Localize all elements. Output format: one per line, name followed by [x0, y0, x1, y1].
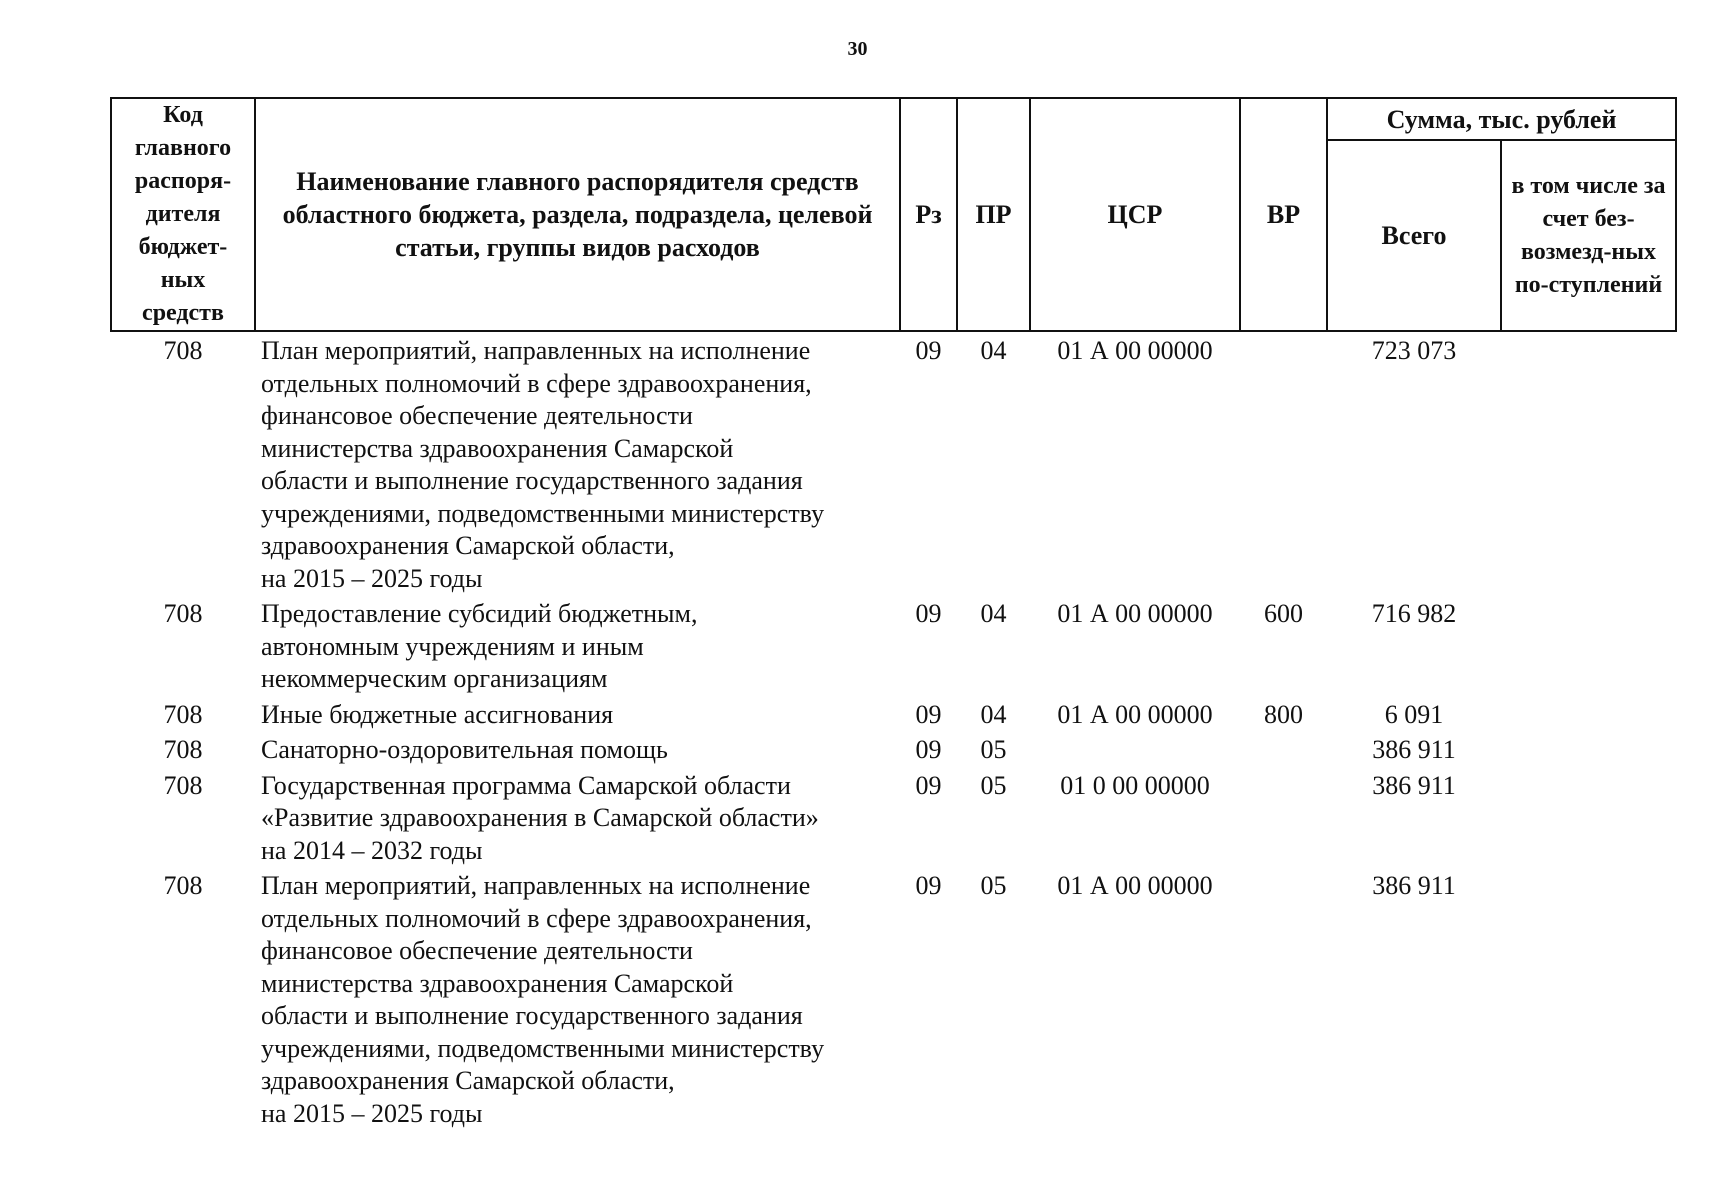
cell-csr: 01 А 00 00000 — [1057, 599, 1213, 628]
cell-pr: 04 — [980, 599, 1007, 628]
cell-code: 708 — [163, 735, 203, 764]
cell-vr: 600 — [1264, 599, 1303, 628]
cell-name: Предоставление субсидий бюджетным, автономным учреждениям и иным некоммерческим организациям — [261, 599, 698, 693]
cell-csr: 01 А 00 00000 — [1057, 699, 1213, 729]
page-number: 30 — [847, 38, 868, 60]
table-row — [111, 767, 1676, 868]
cell-pr: 05 — [980, 735, 1007, 764]
cell-total: 716 982 — [1371, 599, 1457, 628]
header-vr: ВР — [1240, 98, 1327, 331]
cell-pr: 05 — [980, 770, 1007, 800]
cell-code: 708 — [163, 699, 203, 729]
cell-rz: 09 — [915, 699, 942, 729]
header-pr: ПР — [957, 98, 1030, 331]
cell-code: 708 — [163, 599, 203, 628]
table-row — [111, 595, 1676, 696]
budget-table — [110, 97, 1677, 1130]
cell-rz: 09 — [915, 871, 942, 900]
header-name: Наименование главного распорядителя средств областного бюджета, раздела, подраздела, целевой статьи, группы видов расходов — [255, 98, 900, 331]
cell-csr: 01 А 00 00000 — [1057, 871, 1213, 900]
cell-csr: 01 0 00 00000 — [1060, 770, 1210, 800]
cell-name: Санаторно-оздоровительная помощь — [261, 735, 668, 764]
cell-code: 708 — [163, 336, 203, 365]
cell-csr: 01 А 00 00000 — [1057, 336, 1213, 365]
cell-vr — [1240, 731, 1327, 767]
cell-pr: 04 — [980, 336, 1007, 365]
cell-code: 708 — [163, 770, 203, 800]
cell-total: 6 091 — [1384, 699, 1444, 729]
cell-total: 386 911 — [1372, 770, 1456, 800]
header-csr: ЦСР — [1030, 98, 1240, 331]
cell-code: 708 — [163, 871, 203, 900]
header-including: в том числе за счет без-возмезд-ных по-ступлений — [1501, 140, 1676, 331]
table-header — [111, 98, 1676, 331]
cell-pr: 05 — [980, 871, 1007, 900]
cell-including — [1501, 595, 1676, 696]
header-total: Всего — [1327, 140, 1501, 331]
cell-csr — [1030, 731, 1240, 767]
cell-including — [1501, 767, 1676, 868]
table-row — [111, 331, 1676, 595]
header-code: Код главного распоря-дителя бюджет-ных средств — [111, 98, 255, 331]
table-row — [111, 867, 1676, 1130]
cell-including — [1501, 696, 1676, 732]
cell-total: 386 911 — [1372, 871, 1456, 900]
cell-name: Государственная программа Самарской области «Развитие здравоохранения в Самарской области» на 2014 – 2032 годы — [261, 770, 819, 865]
cell-rz: 09 — [915, 599, 942, 628]
table-row — [111, 696, 1676, 732]
cell-name: Иные бюджетные ассигнования — [261, 699, 614, 729]
cell-total: 386 911 — [1372, 735, 1456, 764]
cell-name: План мероприятий, направленных на исполнение отдельных полномочий в сфере здравоохранения, финансовое обеспечение деятельности министерства здравоохранения Самарской области и выполнение государственного задания учреждениями, подведомственными министерству здравоохранения Самарской области, на 2015 – 2025 годы — [261, 871, 825, 1128]
cell-total: 723 073 — [1371, 336, 1457, 365]
cell-rz: 09 — [915, 770, 942, 800]
header-rz: Рз — [900, 98, 957, 331]
cell-vr: 800 — [1264, 699, 1303, 729]
cell-vr — [1240, 767, 1327, 868]
cell-pr: 04 — [980, 699, 1007, 729]
table-row — [111, 731, 1676, 767]
cell-vr — [1240, 331, 1327, 595]
cell-rz: 09 — [915, 336, 942, 365]
cell-including — [1501, 731, 1676, 767]
table-body — [111, 331, 1676, 1130]
cell-including — [1501, 331, 1676, 595]
header-sum: Сумма, тыс. рублей — [1327, 98, 1676, 140]
cell-vr — [1240, 867, 1327, 1130]
cell-including — [1501, 867, 1676, 1130]
cell-rz: 09 — [915, 735, 942, 764]
cell-name: План мероприятий, направленных на исполнение отдельных полномочий в сфере здравоохранения, финансовое обеспечение деятельности министерства здравоохранения Самарской области и выполнение государственного задания учреждениями, подведомственными министерству здравоохранения Самарской области, на 2015 – 2025 годы — [261, 336, 825, 593]
